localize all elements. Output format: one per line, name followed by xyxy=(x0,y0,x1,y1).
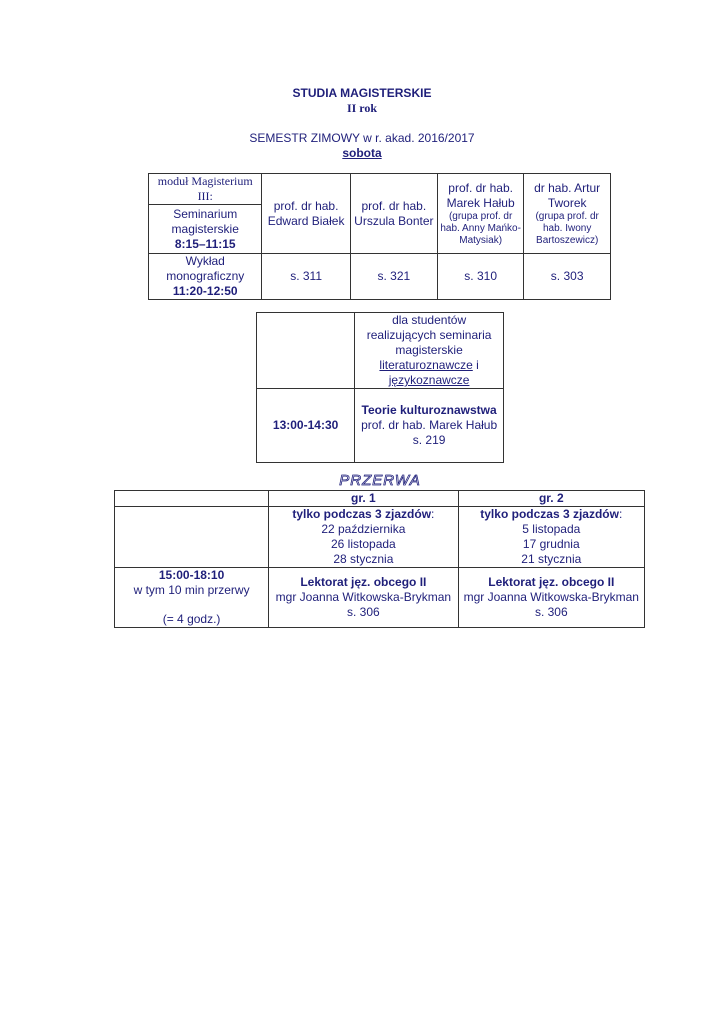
lecture-time-cell: 13:00-14:30 xyxy=(257,389,355,463)
audience-text: dla studentów realizujących seminaria magisterskie xyxy=(366,313,492,357)
seminar-time: 8:15–11:15 xyxy=(174,236,236,251)
room-cell: s. 321 xyxy=(350,254,437,300)
date-item: 26 listopada xyxy=(331,537,396,551)
teacher-cell-3 xyxy=(437,174,523,254)
language-room: s. 306 xyxy=(347,605,380,619)
group-header-2: gr. 2 xyxy=(458,491,644,507)
module-cell: moduł Magisterium III: xyxy=(149,174,262,205)
hours-note: (= 4 godz.) xyxy=(162,612,221,626)
day-label: sobota xyxy=(342,146,382,160)
lecture-label: Wykład monograficzny xyxy=(166,254,245,283)
year-label: II rok xyxy=(346,101,378,115)
dates-cell-1 xyxy=(269,507,458,568)
teacher-cell-2: prof. dr hab. Urszula Bonter xyxy=(350,174,437,254)
literature-link[interactable]: literaturoznawcze xyxy=(379,358,473,372)
course-teacher: prof. dr hab. Marek Hałub xyxy=(361,418,498,432)
language-time: 15:00-18:10 xyxy=(158,568,225,582)
colon: : xyxy=(618,507,623,521)
colon: : xyxy=(431,507,435,521)
group-header-1: gr. 1 xyxy=(269,491,458,507)
date-item: 5 listopada xyxy=(522,522,581,536)
break-label: PRZERWA xyxy=(339,472,421,489)
course-title: Teorie kulturoznawstwa xyxy=(361,403,497,417)
dates-cell-2 xyxy=(458,507,644,568)
date-item: 21 stycznia xyxy=(521,552,582,566)
date-item: 28 stycznia xyxy=(333,552,394,566)
room-cell: s. 303 xyxy=(524,254,611,300)
lecture-cell xyxy=(149,254,262,300)
semester-label: SEMESTR ZIMOWY w r. akad. 2016/2017 xyxy=(249,131,475,145)
date-item: 17 grudnia xyxy=(522,537,580,551)
audience-cell xyxy=(355,313,504,389)
seminar-label: Seminarium magisterskie xyxy=(171,206,239,236)
language-course: Lektorat jęz. obcego II xyxy=(488,575,615,589)
teacher-note: (grupa prof. dr hab. Iwony Bartoszewicz) xyxy=(535,210,599,246)
room-cell: s. 310 xyxy=(437,254,523,300)
only-label: tylko podczas 3 zjazdów xyxy=(480,507,619,521)
lecture-time: 11:20-12:50 xyxy=(172,284,238,298)
time-note: w tym 10 min przerwy xyxy=(133,583,250,597)
teacher-name: dr hab. Artur Tworek xyxy=(534,180,601,210)
language-teacher: mgr Joanna Witkowska-Brykman xyxy=(463,590,639,604)
language-teacher: mgr Joanna Witkowska-Brykman xyxy=(275,590,452,604)
only-label: tylko podczas 3 zjazdów xyxy=(292,507,432,521)
language-course: Lektorat jęz. obcego II xyxy=(300,575,427,589)
language-time-cell xyxy=(115,568,269,628)
empty-cell xyxy=(257,313,355,389)
schedule-table-lecture xyxy=(256,312,504,463)
date-item: 22 października xyxy=(321,522,406,536)
course-cell xyxy=(355,389,504,463)
language-cell-1 xyxy=(269,568,458,628)
teacher-note: (grupa prof. dr hab. Anny Mańko-Matysiak) xyxy=(440,210,521,246)
empty-cell xyxy=(115,507,269,568)
seminar-cell xyxy=(149,205,262,254)
course-room: s. 219 xyxy=(412,433,446,447)
teacher-name: prof. dr hab. Marek Hałub xyxy=(446,180,515,210)
empty-cell xyxy=(115,491,269,507)
language-cell-2 xyxy=(458,568,644,628)
teacher-cell-1: prof. dr hab. Edward Białek xyxy=(262,174,350,254)
conjunction: i xyxy=(472,358,479,372)
schedule-table-main xyxy=(148,173,611,300)
teacher-cell-4 xyxy=(524,174,611,254)
page-title: STUDIA MAGISTERSKIE xyxy=(292,86,432,100)
room-cell: s. 311 xyxy=(262,254,350,300)
linguistics-link[interactable]: językoznawcze xyxy=(388,373,470,387)
language-room: s. 306 xyxy=(534,605,568,619)
schedule-table-language xyxy=(114,490,645,628)
